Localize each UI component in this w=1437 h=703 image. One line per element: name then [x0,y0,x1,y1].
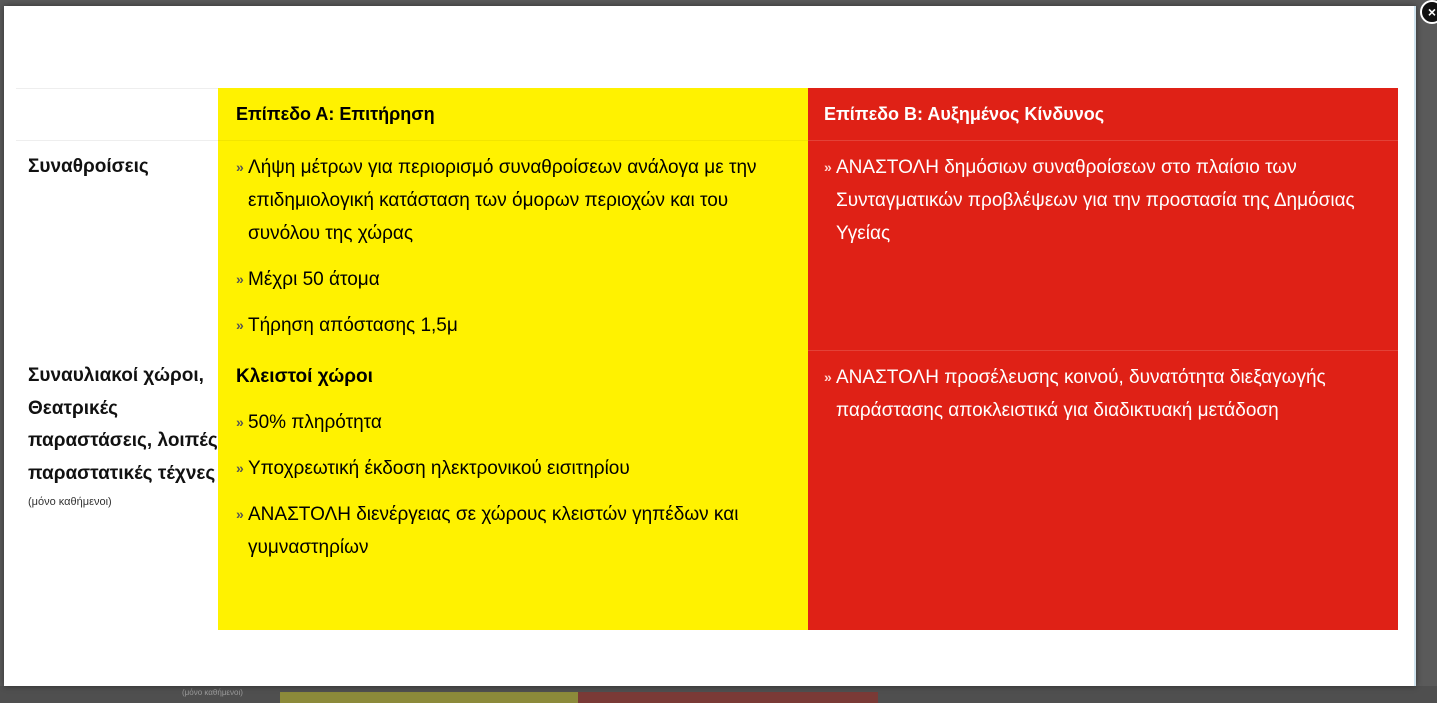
header-empty-cell [16,88,218,140]
list-item: » ΑΝΑΣΤΟΛΗ διενέργειας σε χώρους κλειστών γηπέδων και γυμναστηρίων [236,498,788,564]
row-label-performances [16,350,218,630]
bullet-icon: » [236,414,244,430]
bullet-icon: » [236,506,244,522]
row-label-text: Συναθροίσεις [28,156,149,177]
bullet-icon: » [236,460,244,476]
list-item: » ΑΝΑΣΤΟΛΗ προσέλευσης κοινού, δυνατότητα διεξαγωγής παράστασης αποκλειστικά για διαδικτυακή μετάδοση [824,361,1378,427]
measures-table [16,88,1398,630]
bullet-icon: » [236,271,244,287]
list-item: » Μέχρι 50 άτομα [236,263,788,296]
row-label-text: Συναυλιακοί χώροι, Θεατρικές παραστάσεις, λοιπές παραστατικές τέχνες [28,365,218,484]
header-level-a: Επίπεδο Α: Επιτήρηση [218,88,808,140]
measures-table-image [16,88,1398,630]
gatherings-level-a [218,140,808,350]
bullet-icon: » [824,369,832,385]
list-item: » Λήψη μέτρων για περιορισμό συναθροίσεων ανάλογα με την επιδημιολογική κατάσταση των όμορων περιοχών και του συνόλου της χώρας [236,151,788,250]
lightbox-edge [1414,6,1416,686]
header-level-b: Επίπεδο Β: Αυξημένος Κίνδυνος [808,88,1398,140]
lightbox-modal [4,4,1437,686]
bullet-icon: » [236,317,244,333]
list-item: » Τήρηση απόστασης 1,5μ [236,309,788,342]
row-label-gatherings [16,140,218,350]
gatherings-level-b [808,140,1398,350]
performances-level-a [218,350,808,630]
close-icon: × [1427,4,1437,20]
close-button[interactable] [1420,0,1437,24]
backdrop-red-cell [578,692,878,703]
backdrop-page-strip [0,686,1437,703]
bullet-icon: » [824,159,832,175]
list-item: » 50% πληρότητα [236,406,788,439]
backdrop-note: (μόνο καθήμενοι) [182,688,243,697]
backdrop-yellow-cell [280,692,580,703]
performances-level-b [808,350,1398,630]
list-item: » ΑΝΑΣΤΟΛΗ δημόσιων συναθροίσεων στο πλαίσιο των Συνταγματικών προβλέψεων για την προστασία της Δημόσιας Υγείας [824,151,1378,250]
indoor-spaces-heading: Κλειστοί χώροι [236,366,373,387]
row-label-note: (μόνο καθήμενοι) [28,496,112,508]
list-item: » Υποχρεωτική έκδοση ηλεκτρονικού εισιτηρίου [236,452,788,485]
bullet-icon: » [236,159,244,175]
